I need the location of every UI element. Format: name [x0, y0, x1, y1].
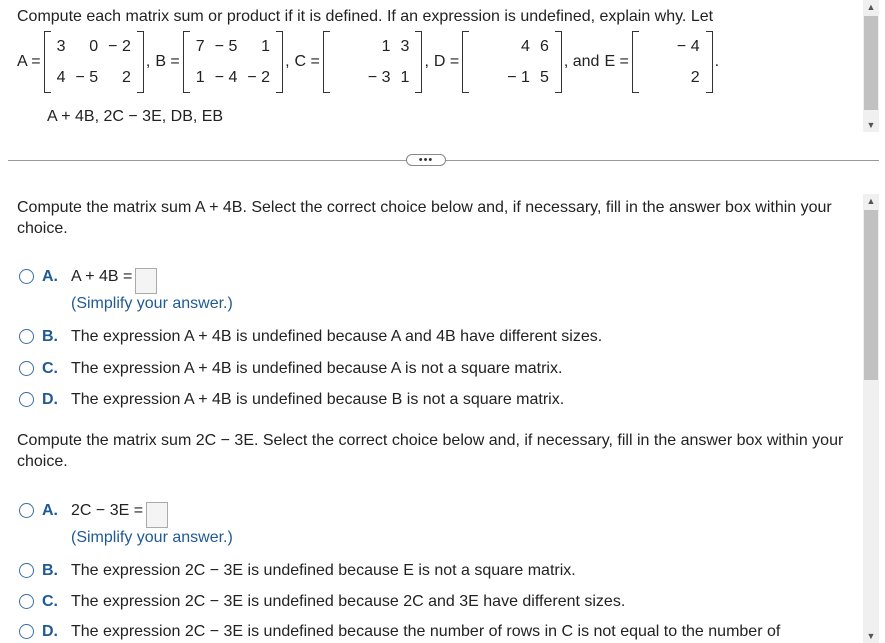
intro-text: Compute each matrix sum or product if it is defined. If an expression is undefined, explain why. Let	[17, 8, 714, 25]
matrix-cell: 5	[539, 68, 549, 86]
matrix-c	[323, 31, 423, 93]
matrix-cell: − 2	[247, 68, 271, 86]
option-letter: D.	[42, 391, 58, 408]
matrix-cell: − 4	[214, 68, 238, 86]
matrix-cell: 3	[400, 37, 410, 55]
matrix-a-label: A =	[17, 53, 41, 70]
option-text: A + 4B =	[71, 268, 133, 285]
option-text: The expression A + 4B is undefined because A and 4B have different sizes.	[71, 328, 603, 345]
matrix-e	[632, 31, 713, 93]
matrix-cell: 1	[261, 37, 271, 55]
option-text: The expression A + 4B is undefined because A is not a square matrix.	[71, 360, 563, 377]
top-scrollbar[interactable]	[863, 0, 879, 132]
question-panel	[0, 190, 885, 643]
matrix-d	[462, 31, 562, 93]
radio-button[interactable]	[19, 392, 34, 407]
matrix-cell: 7	[195, 37, 205, 55]
scroll-up-icon[interactable]: ▲	[866, 2, 876, 12]
option-text: The expression 2C − 3E is undefined because 2C and 3E have different sizes.	[71, 593, 626, 610]
q1-option-b[interactable]	[19, 328, 602, 346]
radio-button[interactable]	[19, 361, 34, 376]
radio-button[interactable]	[19, 329, 34, 344]
matrix-a	[44, 31, 144, 93]
option-text: The expression 2C − 3E is undefined because E is not a square matrix.	[71, 562, 576, 579]
option-letter: C.	[42, 593, 58, 610]
matrix-cell: 1	[195, 68, 205, 86]
radio-button[interactable]	[19, 503, 34, 518]
option-text: The expression A + 4B is undefined because B is not a square matrix.	[71, 391, 565, 408]
radio-button[interactable]	[19, 269, 34, 284]
matrix-cell: 4	[56, 68, 66, 86]
scroll-down-icon[interactable]: ▼	[866, 631, 876, 641]
matrix-separator: ,	[145, 53, 151, 70]
matrix-cell: 3	[56, 37, 66, 55]
matrix-separator: .	[714, 53, 720, 70]
q1-answer-box[interactable]	[135, 268, 157, 294]
matrix-c-label: C =	[294, 53, 320, 70]
matrix-cell: 1	[381, 37, 391, 55]
q2-option-d[interactable]	[19, 623, 780, 641]
scroll-thumb[interactable]	[864, 16, 878, 110]
radio-button[interactable]	[19, 594, 34, 609]
matrix-cell: − 5	[214, 37, 238, 55]
matrix-cell: 4	[521, 37, 530, 55]
matrix-b	[183, 31, 283, 93]
matrix-cell: − 3	[367, 68, 391, 86]
option-letter: B.	[42, 562, 58, 579]
option-text: The expression 2C − 3E is undefined because the number of rows in C is not equal to the number of	[71, 623, 781, 640]
q2-answer-box[interactable]	[146, 502, 168, 528]
option-letter: A.	[42, 502, 58, 519]
matrix-definitions	[17, 31, 724, 93]
matrix-separator: ,	[424, 53, 429, 70]
matrix-cell: 0	[89, 37, 99, 55]
matrix-cell: − 1	[507, 68, 530, 86]
q1-option-a[interactable]	[19, 268, 157, 294]
matrix-d-label: D =	[433, 53, 460, 70]
expression-list: A + 4B, 2C − 3E, DB, EB	[47, 108, 224, 125]
radio-button[interactable]	[19, 624, 34, 639]
matrix-cell: 2	[690, 68, 700, 86]
option-letter: A.	[42, 268, 58, 285]
q1-hint: (Simplify your answer.)	[71, 295, 233, 312]
matrix-cell: − 4	[676, 37, 700, 55]
q2-option-b[interactable]	[19, 562, 576, 580]
matrix-separator: , and	[563, 53, 600, 70]
expand-more-button[interactable]: •••	[406, 154, 446, 166]
q2-hint: (Simplify your answer.)	[71, 529, 233, 546]
question-2-prompt: Compute the matrix sum 2C − 3E. Select the correct choice below and, if necessary, fill in the answer box within your choice.	[17, 432, 844, 470]
matrix-cell: 1	[400, 68, 410, 86]
option-text: 2C − 3E =	[71, 502, 144, 519]
option-letter: B.	[42, 328, 58, 345]
q1-option-c[interactable]	[19, 360, 562, 378]
scroll-down-icon[interactable]: ▼	[866, 120, 876, 130]
scroll-thumb[interactable]	[864, 210, 878, 380]
matrix-separator: ,	[285, 53, 290, 70]
matrix-b-label: B =	[155, 53, 180, 70]
matrix-cell: 6	[539, 37, 549, 55]
bottom-scrollbar[interactable]	[863, 194, 879, 643]
problem-statement-panel	[0, 0, 885, 154]
radio-button[interactable]	[19, 563, 34, 578]
question-1-prompt: Compute the matrix sum A + 4B. Select the correct choice below and, if necessary, fill in the answer box within your choice.	[17, 199, 832, 237]
q1-option-d[interactable]	[19, 391, 564, 409]
matrix-e-label: E =	[604, 53, 629, 70]
matrix-cell: − 5	[75, 68, 99, 86]
option-letter: C.	[42, 360, 58, 377]
q2-option-a[interactable]	[19, 502, 168, 528]
option-letter: D.	[42, 623, 58, 640]
scroll-up-icon[interactable]: ▲	[866, 196, 876, 206]
matrix-cell: 2	[121, 68, 131, 86]
matrix-cell: − 2	[108, 37, 131, 55]
q2-option-c[interactable]	[19, 593, 625, 611]
